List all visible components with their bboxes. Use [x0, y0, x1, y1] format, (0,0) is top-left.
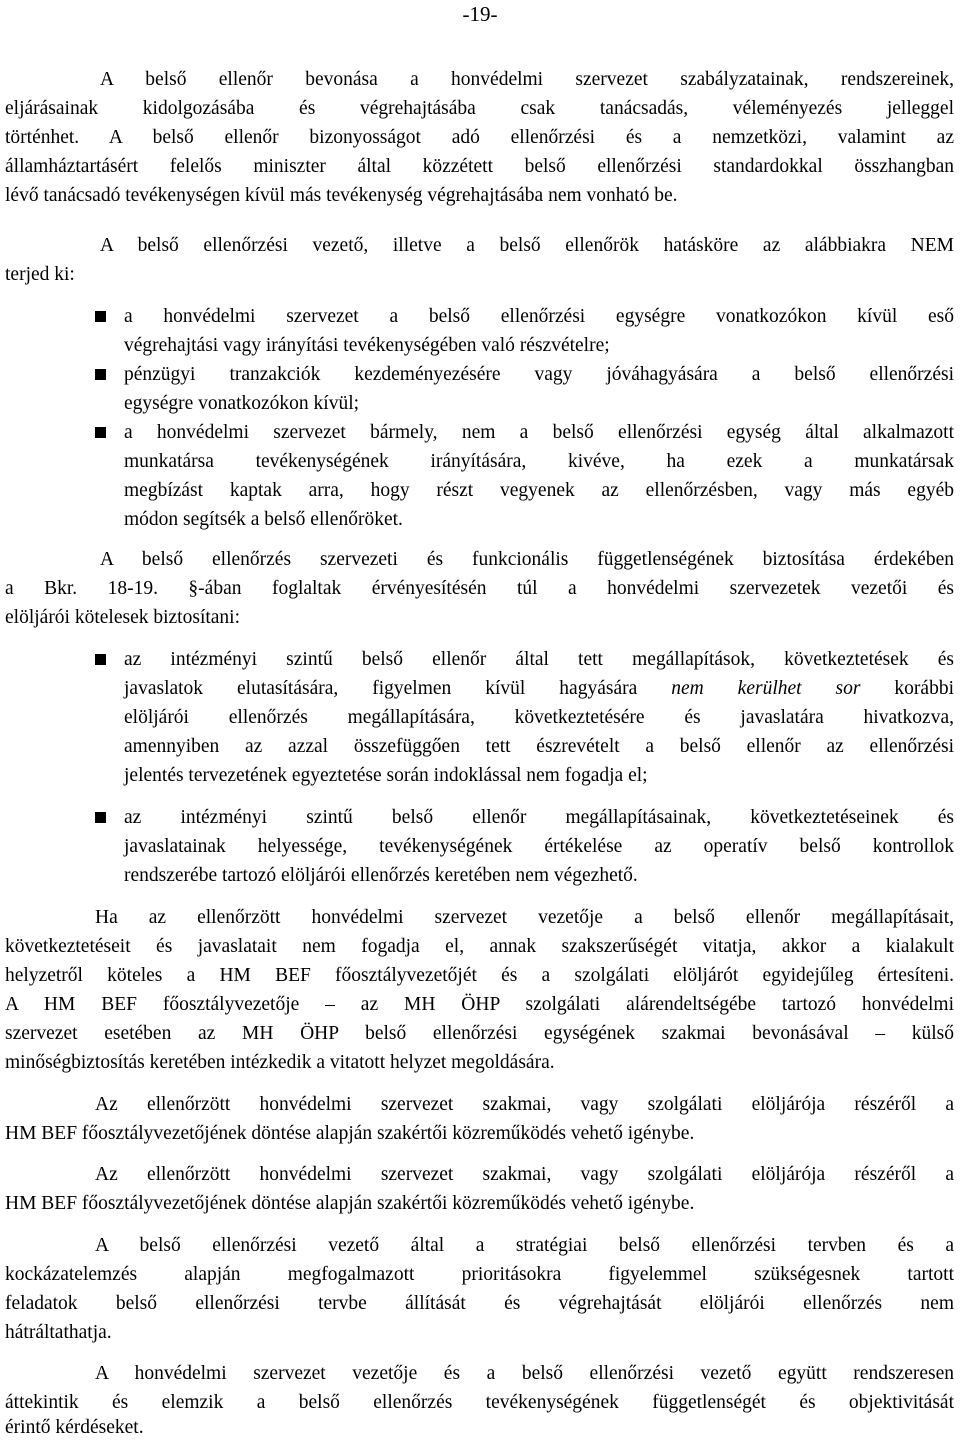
list-item-line: javaslatok elutasítására, figyelmen kívül hagyására nem kerülhet sor korábbi — [124, 678, 954, 699]
paragraph-line: Az ellenőrzött honvédelmi szervezet szakmai, vagy szolgálati elöljárója részéről a — [95, 1094, 954, 1115]
page-number: -19- — [462, 2, 498, 26]
list-item-line: a honvédelmi szervezet a belső ellenőrzési egységre vonatkozókon kívül eső — [124, 306, 954, 327]
list-item-line: rendszerébe tartozó elöljárói ellenőrzés keretében nem végezhető. — [124, 865, 638, 886]
paragraph-line: következtetéseit és javaslatait nem fogadja el, annak szakszerűségét vitatja, akkor a kialakult — [5, 936, 954, 957]
paragraph-line: történhet. A belső ellenőr bizonyosságot adó ellenőrzési és a nemzetközi, valamint az — [5, 127, 954, 148]
list-item-line: jelentés tervezetének egyeztetése során indoklással nem fogadja el; — [124, 765, 648, 786]
list-item-line: javaslatainak helyessége, tevékenységének értékelése az operatív belső kontrollok — [124, 836, 954, 857]
list-item-line: az intézményi szintű belső ellenőr által tett megállapítások, következtetések és — [124, 649, 954, 670]
paragraph-line: Az ellenőrzött honvédelmi szervezet szakmai, vagy szolgálati elöljárója részéről a — [95, 1164, 954, 1185]
paragraph-line: HM BEF főosztályvezetőjének döntése alapján szakértői közreműködés vehető igénybe. — [5, 1193, 695, 1214]
list-item-line: az intézményi szintű belső ellenőr megállapításainak, következtetéseinek és — [124, 807, 954, 828]
bullet-icon — [95, 654, 106, 665]
paragraph-line: A honvédelmi szervezet vezetője és a belső ellenőrzési vezető együtt rendszeresen — [95, 1363, 954, 1384]
paragraph-line: A belső ellenőr bevonása a honvédelmi szervezet szabályzatainak, rendszereinek, — [100, 69, 954, 90]
emphasis-text: nem kerülhet sor — [671, 678, 861, 699]
bullet-icon — [95, 427, 106, 438]
paragraph-line: helyzetről köteles a HM BEF főosztályvezetőjét és a szolgálati elöljárót egyidejűleg értesíteni. — [5, 965, 954, 986]
paragraph-line: érintő kérdéseket. — [5, 1417, 144, 1438]
paragraph-line: minőségbiztosítás keretében intézkedik a vitatott helyzet megoldására. — [5, 1052, 555, 1073]
list-item-line: a honvédelmi szervezet bármely, nem a belső ellenőrzési egység által alkalmazott — [124, 422, 954, 443]
paragraph-line: terjed ki: — [5, 264, 75, 285]
list-item-line: pénzügyi tranzakciók kezdeményezésére vagy jóváhagyására a belső ellenőrzési — [124, 364, 954, 385]
list-item-line: munkatársa tevékenységének irányítására, kivéve, ha ezek a munkatársak — [124, 451, 954, 472]
list-item-line: végrehajtási vagy irányítási tevékenységében való részvételre; — [124, 335, 610, 356]
list-item-line: megbízást kaptak arra, hogy részt vegyenek az ellenőrzésben, vagy más egyéb — [124, 480, 954, 501]
paragraph-line: feladatok belső ellenőrzési tervbe állítását és végrehajtását elöljárói ellenőrzés nem — [5, 1293, 954, 1314]
paragraph-line: Ha az ellenőrzött honvédelmi szervezet vezetője a belső ellenőr megállapításait, — [95, 907, 954, 928]
paragraph-line: A belső ellenőrzés szervezeti és funkcionális függetlenségének biztosítása érdekében — [100, 549, 954, 570]
bullet-icon — [95, 311, 106, 322]
list-item-line: elöljárói ellenőrzés megállapítására, következtetésére és javaslatára hivatkozva, — [124, 707, 954, 728]
paragraph-line: HM BEF főosztályvezetőjének döntése alapján szakértői közreműködés vehető igénybe. — [5, 1123, 695, 1144]
paragraph-line: lévő tanácsadó tevékenységen kívül más tevékenység végrehajtásába nem vonható be. — [5, 185, 678, 206]
paragraph-line: A belső ellenőrzési vezető által a stratégiai belső ellenőrzési tervben és a — [95, 1235, 954, 1256]
list-item-line: egységre vonatkozókon kívül; — [124, 393, 360, 414]
paragraph-line: A HM BEF főosztályvezetője – az MH ÖHP szolgálati alárendeltségébe tartozó honvédelmi — [5, 994, 954, 1015]
bullet-icon — [95, 369, 106, 380]
paragraph-line: a Bkr. 18-19. §-ában foglaltak érvényesítésén túl a honvédelmi szervezetek vezetői és — [5, 578, 954, 599]
paragraph-line: elöljárói kötelesek biztosítani: — [5, 607, 241, 628]
paragraph-line: eljárásainak kidolgozásába és végrehajtásába csak tanácsadás, véleményezés jelleggel — [5, 98, 954, 119]
paragraph-line: hátráltathatja. — [5, 1322, 112, 1343]
paragraph-line: áttekintik és elemzik a belső ellenőrzés tevékenységének függetlenségét és objektivitását — [5, 1392, 954, 1413]
paragraph-line: szervezet esetében az MH ÖHP belső ellenőrzési egységének szakmai bevonásával – külső — [5, 1023, 954, 1044]
paragraph-line: államháztartásért felelős miniszter által közzétett belső ellenőrzési standardokkal összhangban — [5, 156, 954, 177]
paragraph-line: A belső ellenőrzési vezető, illetve a belső ellenőrök hatásköre az alábbiakra NEM — [100, 235, 954, 256]
list-item-line: módon segítsék a belső ellenőröket. — [124, 509, 403, 530]
list-item-line: amennyiben az azzal összefüggően tett észrevételt a belső ellenőr az ellenőrzési — [124, 736, 954, 757]
paragraph-line: kockázatelemzés alapján megfogalmazott prioritásokra figyelemmel szükségesnek tartott — [5, 1264, 954, 1285]
bullet-icon — [95, 812, 106, 823]
